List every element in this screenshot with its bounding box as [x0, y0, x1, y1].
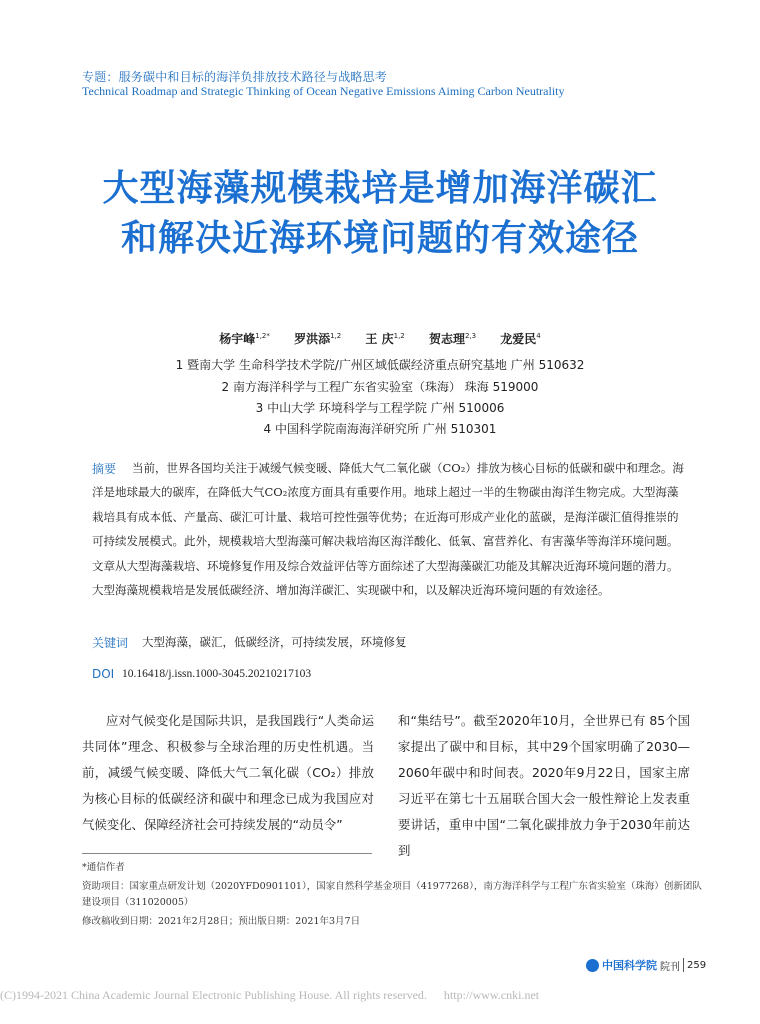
keywords-label: 关键词 [92, 636, 129, 650]
divider [683, 958, 684, 972]
cas-emblem-icon [586, 959, 599, 972]
body-left-column: 应对气候变化是国际共识，是我国践行“人类命运共同体”理念、积极参与全球治理的历史性机遇。当前，减缓气候变暖、降低大气二氧化碳（CO₂）排放为核心目标的低碳经济和碳中和理念已成为我国应对气候变化、保障经济社会可持续发展的“动员令” [82, 713, 374, 832]
topic-cn: 专题：服务碳中和目标的海洋负排放技术路径与战略思考 [82, 70, 388, 84]
affiliation-3: 3 中山大学 环境科学与工程学院 广州 510006 [255, 401, 505, 415]
author: 王 庆$^{1,2}$ [365, 332, 405, 346]
journal-logo [586, 957, 706, 973]
affiliation-1: 1 暨南大学 生命科学技术学院/广州区域低碳经济重点研究基地 广州 510632 [175, 358, 585, 372]
copyright-text: (C)1994-2021 China Academic Journal Electronic Publishing House. All rights reserved. [0, 988, 427, 1002]
author: 杨宇峰$^{1,2*}$ [219, 332, 270, 346]
abstract-text: 当前，世界各国均关注于减缓气候变暖、降低大气二氧化碳（CO₂）排放为核心目标的低碳和碳中和理念。海洋是地球最大的碳库，在降低大气CO₂浓度方面具有重要作用。地球上超过一半的生物碳由海洋生物完成。大型海藻栽培具有成本低、产量高、碳汇可计量、栽培可控性强等优势；在近海可形成产业化的蓝碳，是海洋碳汇值得推崇的可持续发展模式。此外，规模栽培大型海藻可解决栽培海区海洋酸化、低氧、富营养化、有害藻华等海洋环境问题。文章从大型海藻栽培、环境修复作用及综合效益评估等方面综述了大型海藻碳汇功能及其解决近海环境问题的潜力。大型海藻规模栽培是发展低碳经济、增加海洋碳汇、实现碳中和，以及解决近海环境问题的有效途径。 [92, 461, 684, 598]
author: 罗洪添$^{1,2}$ [294, 332, 342, 346]
copyright-line [0, 988, 760, 1003]
logo-text: 中国科学院 [602, 959, 657, 972]
footnote-corresponding: *通信作者 [82, 862, 125, 873]
abstract-label: 摘要 [92, 462, 117, 476]
keywords-text: 大型海藻，碳汇，低碳经济，可持续发展，环境修复 [142, 635, 407, 649]
body-right-column: 和“集结号”。截至2020年10月，全世界已有 85个国家提出了碳中和目标，其中29个国家明确了2030—2060年碳中和时间表。2020年9月22日，国家主席习近平在第七十五届联合国大会一般性辩论上发表重要讲话，重申中国“二氧化碳排放力争于2030年前达到 [398, 713, 690, 858]
author: 贺志理$^{2,3}$ [428, 332, 477, 346]
author: 龙爱民$^4$ [500, 332, 541, 346]
doi-link[interactable]: 10.16418/j.issn.1000-3045.20210217103 [122, 668, 312, 680]
doi-label: DOI [92, 667, 115, 681]
footnote-dates: 修改稿收到日期：2021年2月28日；预出版日期：2021年3月7日 [82, 916, 361, 927]
topic-en: Technical Roadmap and Strategic Thinking of Ocean Negative Emissions Aiming Carbon Neutrality [82, 84, 565, 98]
copyright-url[interactable]: http://www.cnki.net [443, 988, 540, 1002]
title-line-1: 大型海藻规模栽培是增加海洋碳汇 [102, 168, 658, 209]
title-line-2: 和解决近海环境问题的有效途径 [120, 218, 639, 259]
affiliation-2: 2 南方海洋科学与工程广东省实验室（珠海） 珠海 519000 [221, 380, 539, 394]
footnote-funding: 资助项目：国家重点研发计划（2020YFD0901101），国家自然科学基金项目（41977268），南方海洋科学与工程广东省实验室（珠海）创新团队建设项目（311020005） [82, 881, 702, 908]
journal-name: 院刊 [660, 961, 680, 973]
page-number: 259 [687, 959, 707, 971]
footnote-divider [82, 853, 372, 854]
affiliation-4: 4 中国科学院南海海洋研究所 广州 510301 [263, 422, 497, 436]
authors [0, 330, 760, 347]
